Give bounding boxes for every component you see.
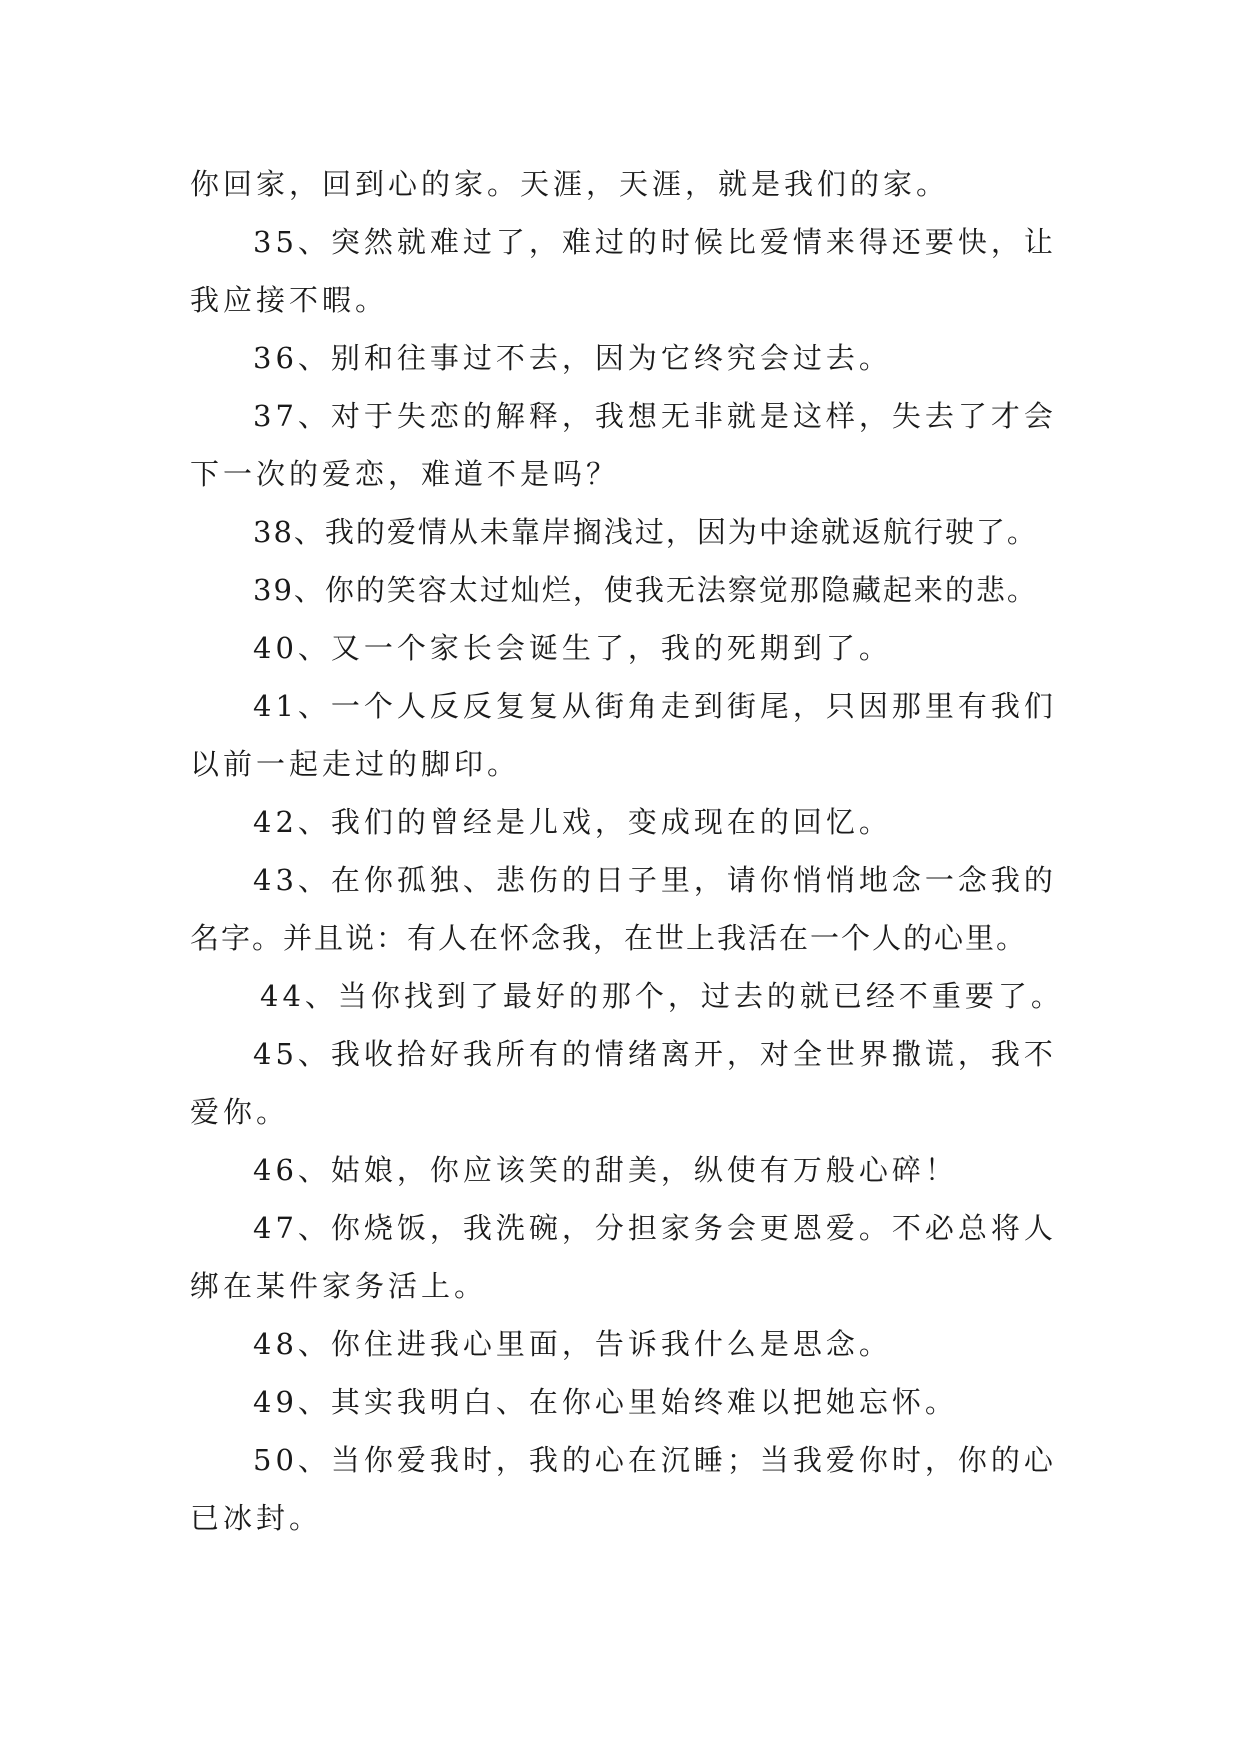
text-line: 44、当你找到了最好的那个，过去的就已经不重要了。: [260, 979, 1064, 1013]
text-line: 35、突然就难过了，难过的时候比爱情来得还要快，让: [253, 225, 1057, 259]
text-line: 名字。并且说：有人在怀念我，在世上我活在一个人的心里。: [190, 921, 1028, 955]
text-line: 40、又一个家长会诞生了，我的死期到了。: [253, 631, 892, 665]
text-line: 以前一起走过的脚印。: [190, 747, 521, 781]
text-line: 你回家，回到心的家。天涯，天涯，就是我们的家。: [190, 167, 950, 201]
text-line: 49、其实我明白、在你心里始终难以把她忘怀。: [253, 1385, 958, 1419]
text-line: 46、姑娘，你应该笑的甜美，纵使有万般心碎！: [253, 1153, 958, 1187]
text-line: 下一次的爱恋，难道不是吗？: [190, 457, 620, 491]
text-line: 爱你。: [190, 1095, 290, 1129]
text-line: 我应接不暇。: [190, 283, 389, 317]
text-line: 50、当你爱我时，我的心在沉睡；当我爱你时，你的心: [253, 1443, 1057, 1477]
text-line: 48、你住进我心里面，告诉我什么是思念。: [253, 1327, 892, 1361]
text-line: 36、别和往事过不去，因为它终究会过去。: [253, 341, 892, 375]
text-line: 37、对于失恋的解释，我想无非就是这样，失去了才会: [253, 399, 1057, 433]
text-line: 38、我的爱情从未靠岸搁浅过，因为中途就返航行驶了。: [253, 515, 1038, 549]
text-line: 41、一个人反反复复从街角走到街尾，只因那里有我们: [253, 689, 1057, 723]
text-line: 39、你的笑容太过灿烂，使我无法察觉那隐藏起来的悲。: [253, 573, 1038, 607]
body-text: [190, 155, 1064, 1547]
text-line: 45、我收拾好我所有的情绪离开，对全世界撒谎，我不: [253, 1037, 1057, 1071]
text-line: 42、我们的曾经是儿戏，变成现在的回忆。: [253, 805, 892, 839]
text-line: 47、你烧饭，我洗碗，分担家务会更恩爱。不必总将人: [253, 1211, 1057, 1245]
text-line: 已冰封。: [190, 1501, 323, 1535]
text-line: 绑在某件家务活上。: [190, 1269, 488, 1303]
text-line: 43、在你孤独、悲伤的日子里，请你悄悄地念一念我的: [253, 863, 1057, 897]
